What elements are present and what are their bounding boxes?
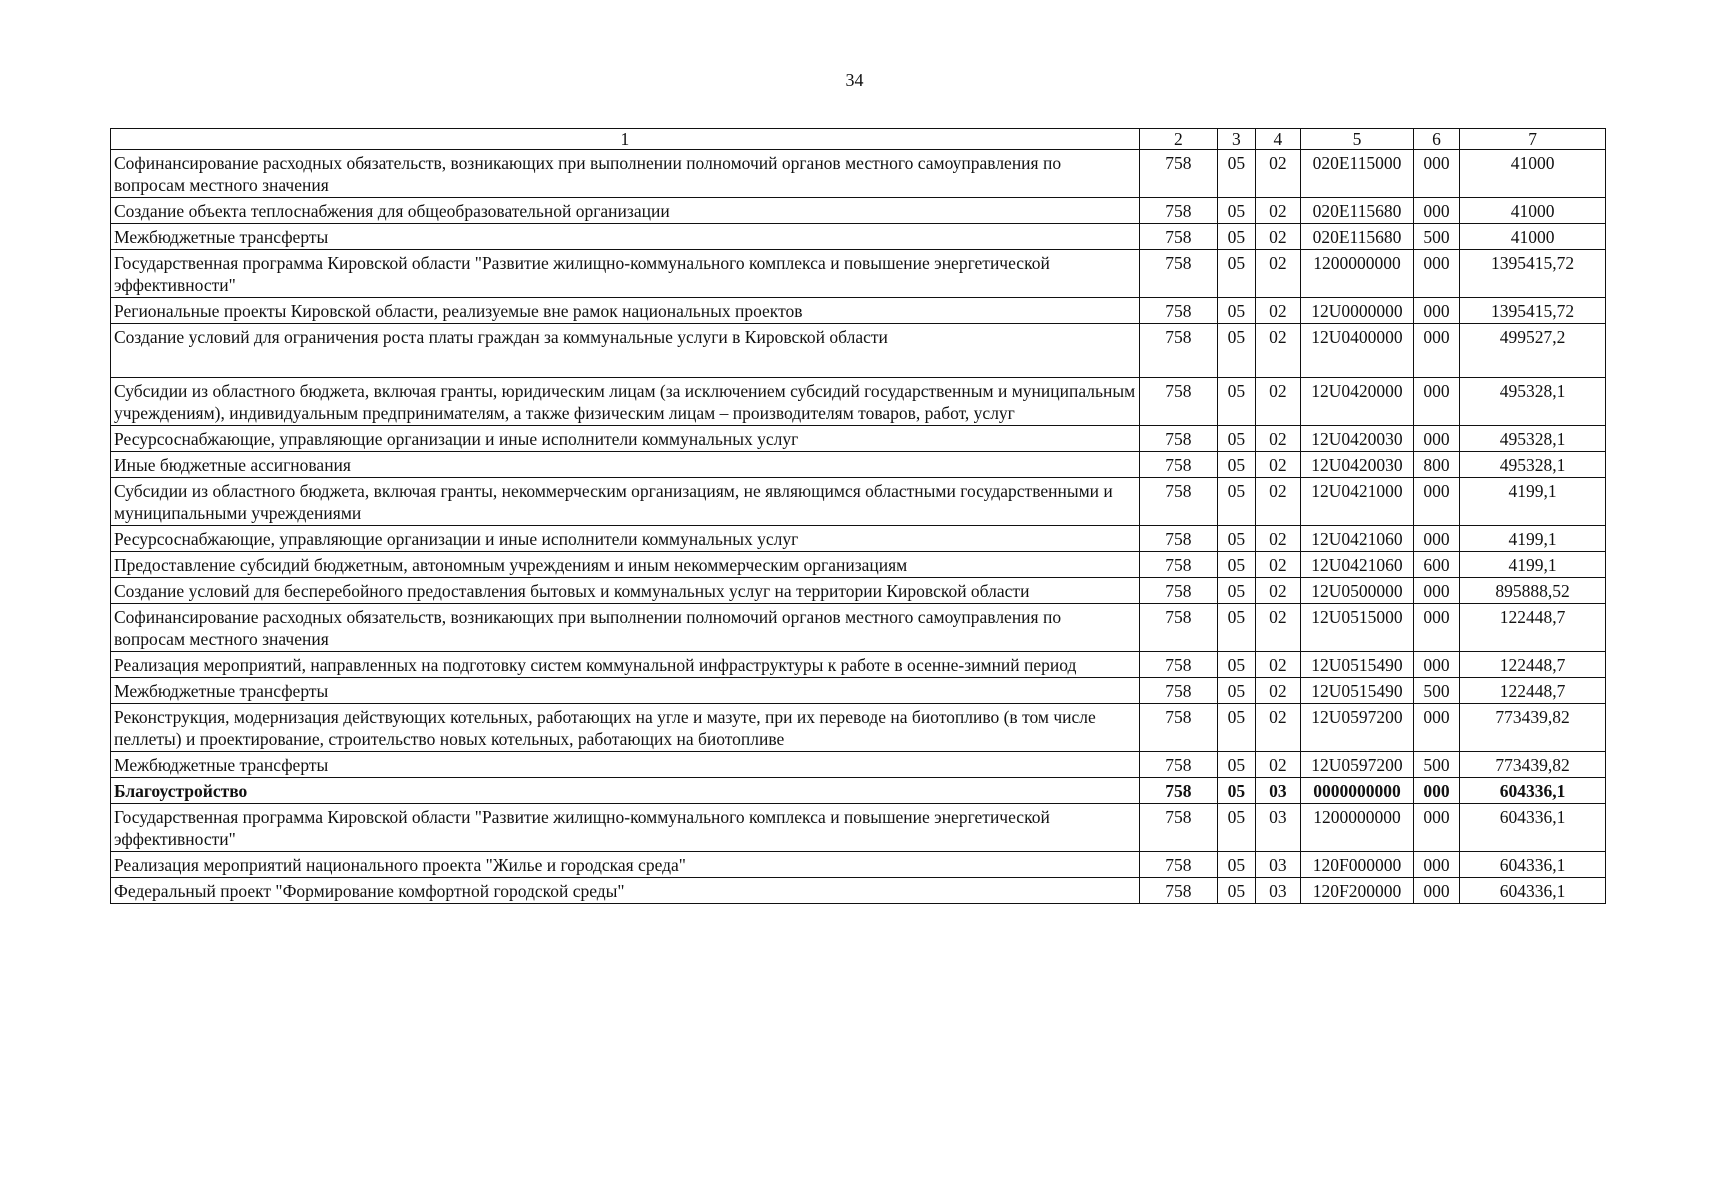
target-article-cell: 1200000000 — [1301, 804, 1414, 852]
subsection-code-cell: 02 — [1255, 426, 1300, 452]
row-name-cell: Реализация мероприятий национального проекта "Жилье и городская среда" — [111, 852, 1140, 878]
expense-type-cell: 000 — [1413, 426, 1459, 452]
ministry-code-cell: 758 — [1139, 224, 1217, 250]
ministry-code-cell: 758 — [1139, 852, 1217, 878]
amount-cell: 1395415,72 — [1460, 298, 1606, 324]
expense-type-cell: 800 — [1413, 452, 1459, 478]
subsection-code-cell: 02 — [1255, 378, 1300, 426]
amount-cell: 122448,7 — [1460, 604, 1606, 652]
amount-cell: 4199,1 — [1460, 478, 1606, 526]
table-row — [111, 552, 1606, 578]
amount-cell: 4199,1 — [1460, 552, 1606, 578]
table-row — [111, 324, 1606, 378]
target-article-cell: 0000000000 — [1301, 778, 1414, 804]
table-row — [111, 452, 1606, 478]
page-number: 34 — [845, 70, 864, 90]
section-code-cell: 05 — [1217, 778, 1255, 804]
ministry-code-cell: 758 — [1139, 704, 1217, 752]
section-code-cell: 05 — [1217, 324, 1255, 378]
expense-type-cell: 000 — [1413, 578, 1459, 604]
subsection-code-cell: 02 — [1255, 752, 1300, 778]
row-name-cell: Создание условий для бесперебойного предоставления бытовых и коммунальных услуг на территории Кировской области — [111, 578, 1140, 604]
ministry-code-cell: 758 — [1139, 652, 1217, 678]
table-row — [111, 150, 1606, 198]
expense-type-cell: 000 — [1413, 378, 1459, 426]
row-name-cell: Региональные проекты Кировской области, реализуемые вне рамок национальных проектов — [111, 298, 1140, 324]
amount-cell: 122448,7 — [1460, 678, 1606, 704]
expense-type-cell: 000 — [1413, 604, 1459, 652]
section-code-cell: 05 — [1217, 604, 1255, 652]
expense-type-cell: 000 — [1413, 804, 1459, 852]
amount-cell: 495328,1 — [1460, 426, 1606, 452]
ministry-code-cell: 758 — [1139, 578, 1217, 604]
row-name-cell: Ресурсоснабжающие, управляющие организации и иные исполнители коммунальных услуг — [111, 526, 1140, 552]
expense-type-cell: 000 — [1413, 526, 1459, 552]
target-article-cell: 020E115680 — [1301, 198, 1414, 224]
table-row — [111, 578, 1606, 604]
subsection-code-cell: 03 — [1255, 878, 1300, 904]
table-row — [111, 526, 1606, 552]
section-code-cell: 05 — [1217, 298, 1255, 324]
row-name-cell: Межбюджетные трансферты — [111, 678, 1140, 704]
table-header — [111, 129, 1606, 150]
section-code-cell: 05 — [1217, 150, 1255, 198]
section-code-cell: 05 — [1217, 678, 1255, 704]
row-name-cell: Реконструкция, модернизация действующих котельных, работающих на угле и мазуте, при их переводе на биотопливо (в том числе пеллеты) и проектирование, строительство новых котельных, работающих на биотопливе — [111, 704, 1140, 752]
target-article-cell: 12U0421000 — [1301, 478, 1414, 526]
expense-type-cell: 000 — [1413, 324, 1459, 378]
amount-cell: 604336,1 — [1460, 878, 1606, 904]
subsection-code-cell: 02 — [1255, 678, 1300, 704]
expense-type-cell: 000 — [1413, 704, 1459, 752]
target-article-cell: 12U0000000 — [1301, 298, 1414, 324]
table-body — [111, 150, 1606, 904]
column-header: 2 — [1139, 129, 1217, 150]
row-name-cell: Софинансирование расходных обязательств, возникающих при выполнении полномочий органов местного самоуправления по вопросам местного значения — [111, 150, 1140, 198]
row-name-cell: Софинансирование расходных обязательств, возникающих при выполнении полномочий органов местного самоуправления по вопросам местного значения — [111, 604, 1140, 652]
ministry-code-cell: 758 — [1139, 552, 1217, 578]
subsection-code-cell: 02 — [1255, 526, 1300, 552]
table-row — [111, 224, 1606, 250]
subsection-code-cell: 03 — [1255, 778, 1300, 804]
amount-cell: 122448,7 — [1460, 652, 1606, 678]
subsection-code-cell: 02 — [1255, 250, 1300, 298]
subsection-code-cell: 02 — [1255, 224, 1300, 250]
amount-cell: 604336,1 — [1460, 852, 1606, 878]
column-header: 1 — [111, 129, 1140, 150]
section-code-cell: 05 — [1217, 198, 1255, 224]
amount-cell: 41000 — [1460, 198, 1606, 224]
expense-type-cell: 500 — [1413, 224, 1459, 250]
subsection-code-cell: 02 — [1255, 298, 1300, 324]
ministry-code-cell: 758 — [1139, 298, 1217, 324]
section-code-cell: 05 — [1217, 578, 1255, 604]
ministry-code-cell: 758 — [1139, 804, 1217, 852]
row-name-cell: Субсидии из областного бюджета, включая гранты, юридическим лицам (за исключением субсидий государственным и муниципальным учреждениям), индивидуальным предпринимателям, а также физическим лицам – производителям товаров, работ, услуг — [111, 378, 1140, 426]
expense-type-cell: 500 — [1413, 678, 1459, 704]
expense-type-cell: 600 — [1413, 552, 1459, 578]
table-row — [111, 426, 1606, 452]
table-row — [111, 250, 1606, 298]
target-article-cell: 12U0421060 — [1301, 526, 1414, 552]
expense-type-cell: 000 — [1413, 778, 1459, 804]
subsection-code-cell: 03 — [1255, 804, 1300, 852]
amount-cell: 499527,2 — [1460, 324, 1606, 378]
row-name-cell: Федеральный проект "Формирование комфортной городской среды" — [111, 878, 1140, 904]
target-article-cell: 120F200000 — [1301, 878, 1414, 904]
target-article-cell: 12U0597200 — [1301, 704, 1414, 752]
table-row — [111, 378, 1606, 426]
row-name-cell: Благоустройство — [111, 778, 1140, 804]
target-article-cell: 12U0515490 — [1301, 652, 1414, 678]
table-row — [111, 298, 1606, 324]
amount-cell: 604336,1 — [1460, 778, 1606, 804]
subsection-code-cell: 02 — [1255, 324, 1300, 378]
target-article-cell: 120F000000 — [1301, 852, 1414, 878]
row-name-cell: Предоставление субсидий бюджетным, автономным учреждениям и иным некоммерческим организациям — [111, 552, 1140, 578]
ministry-code-cell: 758 — [1139, 778, 1217, 804]
amount-cell: 604336,1 — [1460, 804, 1606, 852]
section-code-cell: 05 — [1217, 704, 1255, 752]
amount-cell: 41000 — [1460, 224, 1606, 250]
row-name-cell: Иные бюджетные ассигнования — [111, 452, 1140, 478]
ministry-code-cell: 758 — [1139, 478, 1217, 526]
table-row — [111, 678, 1606, 704]
section-code-cell: 05 — [1217, 804, 1255, 852]
expense-type-cell: 000 — [1413, 852, 1459, 878]
table-row — [111, 804, 1606, 852]
row-name-cell: Межбюджетные трансферты — [111, 224, 1140, 250]
table-row — [111, 652, 1606, 678]
subsection-code-cell: 02 — [1255, 604, 1300, 652]
expense-type-cell: 000 — [1413, 250, 1459, 298]
amount-cell: 495328,1 — [1460, 378, 1606, 426]
row-name-cell: Государственная программа Кировской области "Развитие жилищно-коммунального комплекса и повышение энергетической эффективности" — [111, 250, 1140, 298]
expense-type-cell: 000 — [1413, 298, 1459, 324]
table-row — [111, 704, 1606, 752]
row-name-cell: Субсидии из областного бюджета, включая гранты, некоммерческим организациям, не являющимся областными государственными и муниципальными учреждениями — [111, 478, 1140, 526]
section-code-cell: 05 — [1217, 224, 1255, 250]
section-code-cell: 05 — [1217, 452, 1255, 478]
column-header: 7 — [1460, 129, 1606, 150]
table-row — [111, 778, 1606, 804]
amount-cell: 495328,1 — [1460, 452, 1606, 478]
target-article-cell: 12U0420030 — [1301, 426, 1414, 452]
target-article-cell: 12U0515000 — [1301, 604, 1414, 652]
column-header: 3 — [1217, 129, 1255, 150]
subsection-code-cell: 02 — [1255, 478, 1300, 526]
target-article-cell: 12U0421060 — [1301, 552, 1414, 578]
subsection-code-cell: 02 — [1255, 198, 1300, 224]
subsection-code-cell: 02 — [1255, 552, 1300, 578]
table-row — [111, 604, 1606, 652]
column-header: 6 — [1413, 129, 1459, 150]
amount-cell: 773439,82 — [1460, 704, 1606, 752]
table-row — [111, 878, 1606, 904]
ministry-code-cell: 758 — [1139, 604, 1217, 652]
row-name-cell: Межбюджетные трансферты — [111, 752, 1140, 778]
section-code-cell: 05 — [1217, 526, 1255, 552]
expense-type-cell: 000 — [1413, 478, 1459, 526]
target-article-cell: 020E115000 — [1301, 150, 1414, 198]
row-name-cell: Создание условий для ограничения роста платы граждан за коммунальные услуги в Кировской области — [111, 324, 1140, 378]
section-code-cell: 05 — [1217, 478, 1255, 526]
ministry-code-cell: 758 — [1139, 878, 1217, 904]
target-article-cell: 12U0400000 — [1301, 324, 1414, 378]
subsection-code-cell: 02 — [1255, 150, 1300, 198]
row-name-cell: Ресурсоснабжающие, управляющие организации и иные исполнители коммунальных услуг — [111, 426, 1140, 452]
table-row — [111, 198, 1606, 224]
target-article-cell: 12U0597200 — [1301, 752, 1414, 778]
amount-cell: 895888,52 — [1460, 578, 1606, 604]
ministry-code-cell: 758 — [1139, 452, 1217, 478]
row-name-cell: Создание объекта теплоснабжения для общеобразовательной организации — [111, 198, 1140, 224]
amount-cell: 4199,1 — [1460, 526, 1606, 552]
expense-type-cell: 000 — [1413, 652, 1459, 678]
target-article-cell: 020E115680 — [1301, 224, 1414, 250]
table-row — [111, 478, 1606, 526]
ministry-code-cell: 758 — [1139, 426, 1217, 452]
expense-type-cell: 500 — [1413, 752, 1459, 778]
ministry-code-cell: 758 — [1139, 378, 1217, 426]
subsection-code-cell: 02 — [1255, 452, 1300, 478]
section-code-cell: 05 — [1217, 426, 1255, 452]
target-article-cell: 12U0515490 — [1301, 678, 1414, 704]
table-row — [111, 852, 1606, 878]
amount-cell: 1395415,72 — [1460, 250, 1606, 298]
target-article-cell: 12U0500000 — [1301, 578, 1414, 604]
section-code-cell: 05 — [1217, 652, 1255, 678]
row-name-cell: Государственная программа Кировской области "Развитие жилищно-коммунального комплекса и повышение энергетической эффективности" — [111, 804, 1140, 852]
row-name-cell: Реализация мероприятий, направленных на подготовку систем коммунальной инфраструктуры к работе в осенне-зимний период — [111, 652, 1140, 678]
expense-type-cell: 000 — [1413, 198, 1459, 224]
column-header: 5 — [1301, 129, 1414, 150]
section-code-cell: 05 — [1217, 878, 1255, 904]
target-article-cell: 12U0420030 — [1301, 452, 1414, 478]
table-row — [111, 752, 1606, 778]
subsection-code-cell: 02 — [1255, 704, 1300, 752]
ministry-code-cell: 758 — [1139, 324, 1217, 378]
subsection-code-cell: 03 — [1255, 852, 1300, 878]
section-code-cell: 05 — [1217, 852, 1255, 878]
budget-table — [110, 128, 1606, 904]
expense-type-cell: 000 — [1413, 878, 1459, 904]
subsection-code-cell: 02 — [1255, 652, 1300, 678]
section-code-cell: 05 — [1217, 250, 1255, 298]
ministry-code-cell: 758 — [1139, 198, 1217, 224]
section-code-cell: 05 — [1217, 378, 1255, 426]
expense-type-cell: 000 — [1413, 150, 1459, 198]
column-header: 4 — [1255, 129, 1300, 150]
target-article-cell: 12U0420000 — [1301, 378, 1414, 426]
ministry-code-cell: 758 — [1139, 250, 1217, 298]
subsection-code-cell: 02 — [1255, 578, 1300, 604]
ministry-code-cell: 758 — [1139, 752, 1217, 778]
amount-cell: 773439,82 — [1460, 752, 1606, 778]
section-code-cell: 05 — [1217, 752, 1255, 778]
section-code-cell: 05 — [1217, 552, 1255, 578]
ministry-code-cell: 758 — [1139, 678, 1217, 704]
target-article-cell: 1200000000 — [1301, 250, 1414, 298]
header-row — [111, 129, 1606, 150]
ministry-code-cell: 758 — [1139, 526, 1217, 552]
ministry-code-cell: 758 — [1139, 150, 1217, 198]
amount-cell: 41000 — [1460, 150, 1606, 198]
